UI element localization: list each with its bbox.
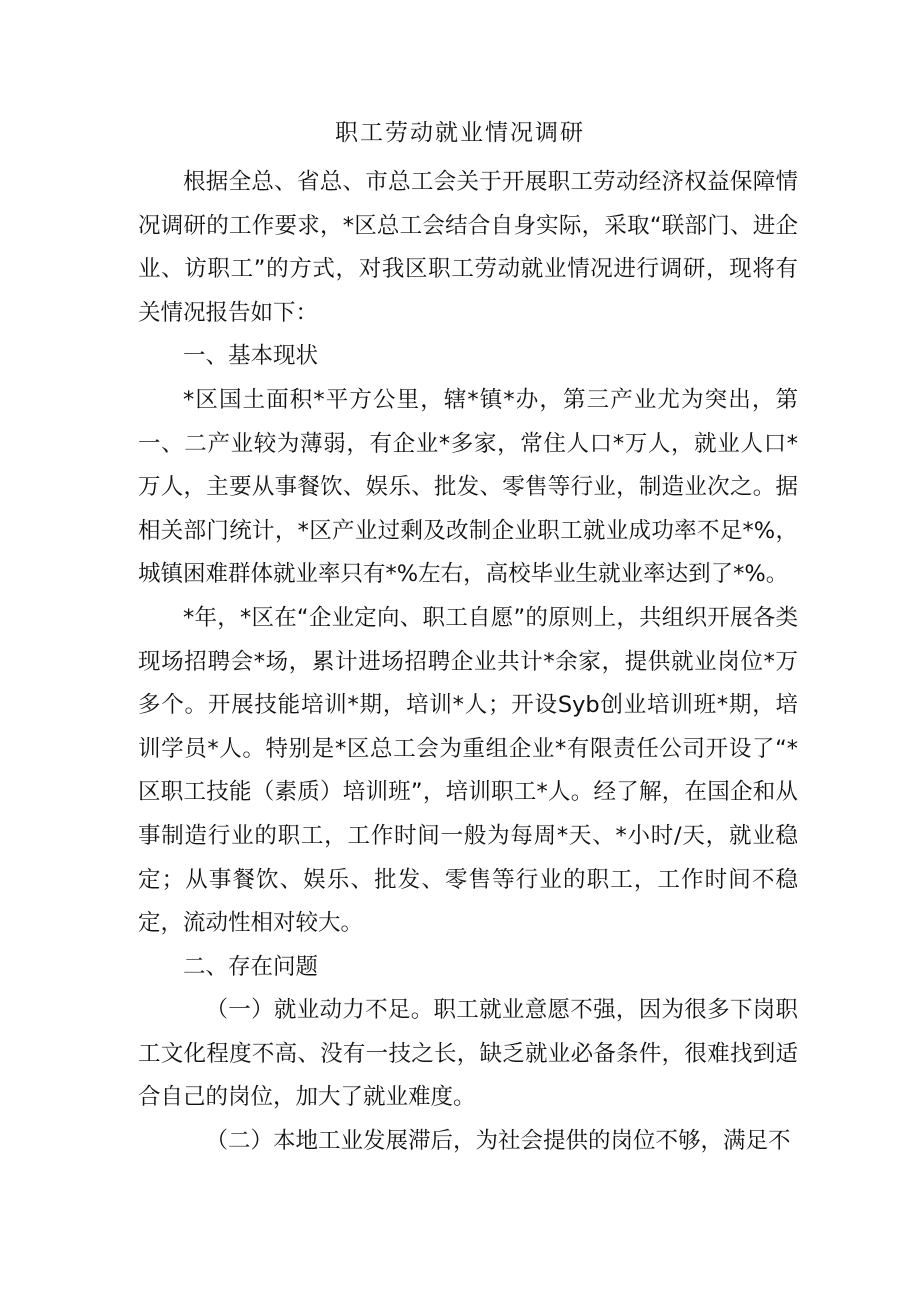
paragraph-basic-status-1: *区国土面积*平方公里，辖*镇*办，第三产业尤为突出，第一、二产业较为薄弱，有企业*多家，常住人口*万人，就业人口*万人，主要从事餐饮、娱乐、批发、零售等行业，制造业次之。据相关部门统计，*区产业过剩及改制企业职工就业成功率不足*%，城镇困难群体就业率只有*%左右，高校毕业生就业率达到了*%。 bbox=[138, 386, 798, 588]
document-body bbox=[138, 161, 798, 1164]
paragraph-problem-2: （二）本地工业发展滞后，为社会提供的岗位不够，满足不 bbox=[205, 1128, 791, 1155]
paragraph-basic-status-2: *年，*区在“企业定向、职工自愿”的原则上，共组织开展各类现场招聘会*场，累计进场招聘企业共计*余家，提供就业岗位*万多个。开展技能培训*期，培训*人；开设Syb创业培训班*期，培训学员*人。特别是*区总工会为重组企业*有限责任公司开设了“*区职工技能（素质）培训班”，培训职工*人。经了解，在国企和从事制造行业的职工，工作时间一般为每周*天、*小时/天，就业稳定；从事餐饮、娱乐、批发、零售等行业的职工，工作时间不稳定，流动性相对较大。 bbox=[138, 604, 798, 937]
intro-paragraph: 根据全总、省总、市总工会关于开展职工劳动经济权益保障情况调研的工作要求，*区总工会结合自身实际，采取“联部门、进企业、访职工”的方式，对我区职工劳动就业情况进行调研，现将有关情况报告如下： bbox=[138, 169, 798, 326]
section-heading-basic-status: 一、基本现状 bbox=[183, 343, 319, 370]
document-title: 职工劳动就业情况调研 bbox=[335, 120, 585, 146]
paragraph-problem-1: （一）就业动力不足。职工就业意愿不强，因为很多下岗职工文化程度不高、没有一技之长，缺乏就业必备条件，很难找到适合自己的岗位，加大了就业难度。 bbox=[138, 997, 798, 1111]
section-heading-problems: 二、存在问题 bbox=[183, 953, 319, 980]
